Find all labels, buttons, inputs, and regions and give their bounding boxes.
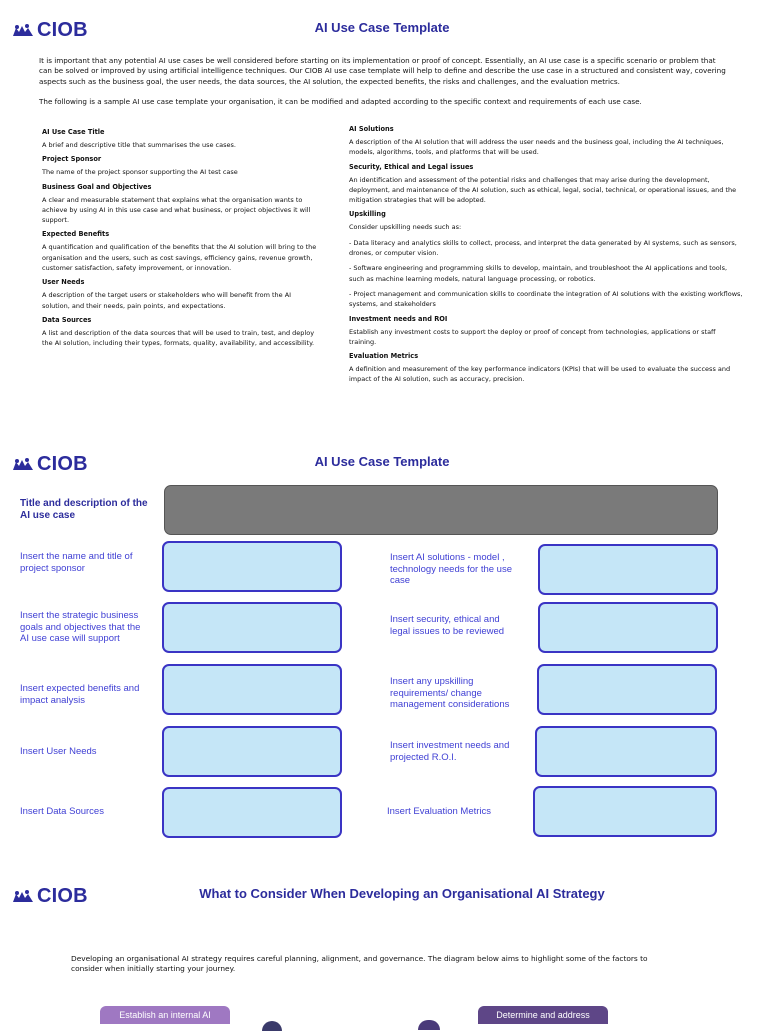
label-business-goals: Insert the strategic business goals and objectives that the AI use case will support [20,610,141,644]
def-heading-solutions: AI Solutions [349,125,394,133]
upskilling-bullet-3: - Project management and communication skills to coordinate the integration of AI solutions with the existing workflows, systems, and stakeholders [349,289,743,309]
def-heading-data-sources: Data Sources [42,315,92,324]
def-heading-metrics: Evaluation Metrics [349,352,419,361]
def-text-sponsor: The name of the project sponsor supporting the AI test case [42,168,238,177]
ciob-logo-3 [11,885,88,908]
def-text-title: A brief and descriptive title that summarises the use cases. [42,141,236,149]
strategy-page-title: What to Consider When Developing an Organisational AI Strategy [199,886,605,901]
form-page-title: AI Use Case Template [314,454,450,469]
project-sponsor-field[interactable] [162,541,342,592]
def-text-user-needs: A description of the target users or stakeholders who will benefit from the AI solution, and their needs, pain points, and expectations. [42,291,292,310]
ai-solutions-field[interactable] [538,544,718,595]
security-issues-field[interactable] [538,602,718,653]
def-text-data-sources: A list and description of the data sources that will be used to train, test, and deploy the AI solution, including their types, formats, quality, availability, and accessibility. [42,328,315,348]
label-investment: Insert investment needs and projected R.O.I. [390,740,510,763]
label-data-sources: Insert Data Sources [20,806,104,817]
label-ai-solutions: Insert AI solutions - model , technology needs for the use case [390,552,513,586]
page-title: AI Use Case Template [314,20,450,35]
def-heading-user-needs: User Needs [42,278,85,287]
label-user-needs: Insert User Needs [20,746,97,757]
label-security-issues: Insert security, ethical and legal issues to be reviewed [390,614,505,637]
pill-determine-address: Determine and address [478,1006,608,1024]
def-text-investment: Establish any investment costs to support the deploy or proof of concept from technologies, applications or staff training. [349,327,716,346]
business-goals-field[interactable] [162,602,342,653]
def-heading-title: AI Use Case Title [42,128,105,136]
label-project-sponsor: Insert the name and title of project sponsor [20,551,133,574]
ciob-mark-icon [11,888,35,906]
ciob-logo [11,19,88,42]
investment-field[interactable] [535,726,717,777]
ciob-mark-icon [11,22,35,40]
def-heading-investment: Investment needs and ROI [349,314,448,323]
upskilling-bullet-2: - Software engineering and programming skills to develop, maintain, and troubleshoot the AI applications and tools, such as machine learning models, natural language processing, or robotics. [349,264,728,283]
def-heading-sponsor: Project Sponsor [42,155,102,164]
def-heading-benefits: Expected Benefits [42,230,110,239]
def-text-upskilling: Consider upskilling needs such as: [349,223,462,232]
def-text-security: An identification and assessment of the potential risks and challenges that may arise during the development, deployment, and maintenance of the AI solution, such as ethical, legal, social, technical, or operational issues, and the mitigation strategies that will be adopted. [349,175,737,205]
diagram-node-icon [262,1021,282,1031]
def-heading-security: Security, Ethical and Legal issues [349,162,474,171]
strategy-intro: Developing an organisational AI strategy requires careful planning, alignment, and governance. The diagram below aims to highlight some of the factors to consider when initially starting your journey. [71,954,648,974]
ciob-mark-icon [11,456,35,474]
upskilling-bullet-1: - Data literacy and analytics skills to collect, process, and interpret the data generated by AI systems, such as sensors, drones, or computer vision. [349,238,737,258]
label-upskilling: Insert any upskilling requirements/ change management considerations [390,676,510,710]
pill-establish-ai: Establish an internal AI [100,1006,230,1024]
logo-text: CIOB [37,453,88,475]
def-heading-goals: Business Goal and Objectives [42,182,152,191]
def-text-metrics: A definition and measurement of the key performance indicators (KPIs) that will be used to evaluate the success and impact of the AI solution, such as accuracy, precision. [349,365,731,384]
label-title-description: Title and description of the AI use case [20,498,148,521]
definitions-right-column [349,125,744,390]
user-needs-field[interactable] [162,726,342,777]
label-evaluation-metrics: Insert Evaluation Metrics [387,806,492,817]
intro-paragraph: It is important that any potential AI use cases be well considered before starting on its implementation or proof of concept. Essentially, an AI use case is a specific scenario or problem that can be solved or improved by using artificial intelligence techniques. Our CIOB AI use case template will help to define and describe the use case in a structured and consistent way, covering aspects such as the business goal, the user needs, the data sources, the AI solution, the expected benefits, the risks and challenges, and the evaluation metrics. [39,56,726,86]
def-text-benefits: A quantification and qualification of the benefits that the AI solution will bring to the organisation and the users, such as cost savings, efficiency gains, revenue growth, customer satisfaction, safety improvement, or innovation. [42,243,317,273]
title-description-field[interactable] [164,485,718,535]
def-heading-upskilling: Upskilling [349,210,386,219]
intro-paragraph-2: The following is a sample AI use case template your organisation, it can be modified and adapted according to the specific context and requirements of each use case. [39,97,642,106]
diagram-node-icon [418,1020,440,1030]
label-expected-benefits: Insert expected benefits and impact analysis [20,683,140,706]
def-text-solutions: A description of the AI solution that will address the user needs and the business goal, including the AI techniques, models, algorithms, tools, and platforms that will be used. [349,138,724,157]
logo-text: CIOB [37,885,88,907]
expected-benefits-field[interactable] [162,664,342,715]
evaluation-metrics-field[interactable] [533,786,717,837]
data-sources-field[interactable] [162,787,342,838]
def-text-goals: A clear and measurable statement that explains what the organisation wants to achieve by using AI in this use case and what business, or project objectives it will support. [42,195,311,225]
logo-text: CIOB [37,19,88,41]
ciob-logo-2 [11,453,88,476]
definitions-left-column [42,128,317,354]
upskilling-field[interactable] [537,664,717,715]
